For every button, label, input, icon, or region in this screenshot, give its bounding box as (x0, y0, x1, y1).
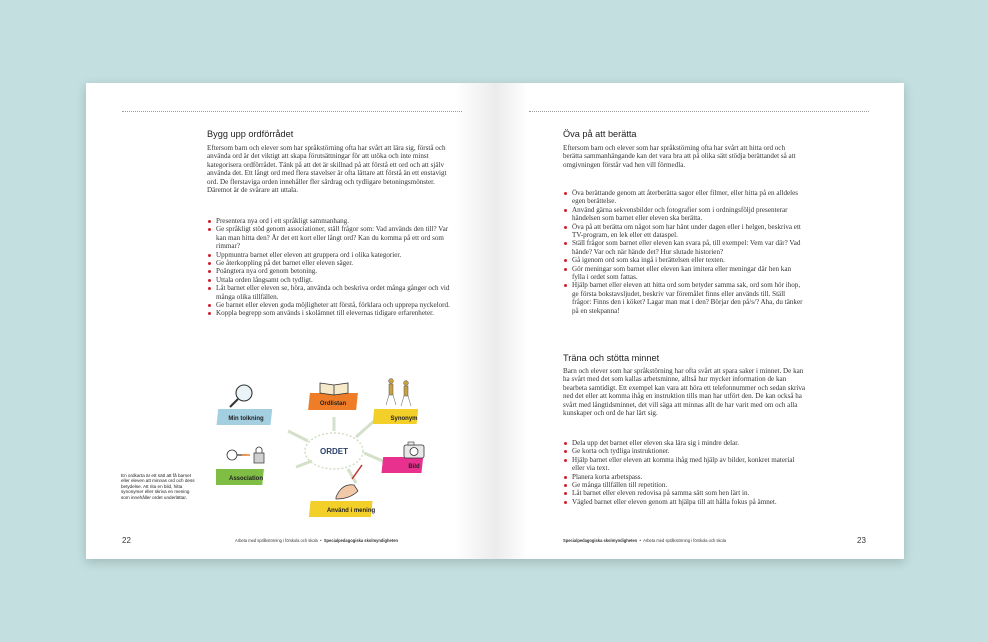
bullet-item: Ge återkoppling på det barnet eller eleven säger. (207, 259, 452, 267)
right-publisher: Specialpedagogiska skolmyndigheten (563, 538, 638, 543)
bullet-item: Låt barnet eller eleven redovisa på samma sätt som hen lärt in. (563, 489, 805, 497)
right-intro-1: Eftersom barn och elever som har språkstörning ofta har svårt att hitta ord och berätta sammanhängande kan det vara bra att på olika sätt stödja berättandet så att omgivningen förstår vad hen vill förmedla. (563, 144, 796, 169)
bullet-item: Planera korta arbetspass. (563, 473, 805, 481)
left-bullet-list (207, 217, 452, 318)
node-tolkning-label: Min tolkning (228, 416, 264, 422)
node-bild-label: Bild (408, 464, 420, 470)
bullet-item: Koppla begrepp som används i skolämnet till elevernas tidigare erfarenheter. (207, 309, 452, 317)
right-running-title: Arbeta med språkstörning i förskola och skola (643, 538, 726, 543)
bullet-item: Hjälp barnet eller eleven att hitta ord som betyder samma sak, ord som hör ihop, ge första bokstavsljudet, beskriv var föremålet finns eller används till. Ställ frågor: Finns den i köket? Lagar man mat i den? Börjar den på/s/? Aha, du tänker på en stekpanna! (563, 281, 805, 315)
bullet-item: Dela upp det barnet eller eleven ska lära sig i mindre delar. (563, 439, 805, 447)
left-publisher: Specialpedagogiska skolmyndigheten (323, 538, 398, 543)
left-running-head: Arbeta med språkstörning i förskola och skola • Specialpedagogiska skolmyndigheten (235, 538, 398, 543)
bullet-item: Gå igenom ord som ska ingå i berättelsen eller texten. (563, 256, 805, 264)
node-anvand-label: Använd i mening (326, 508, 376, 514)
bullet-item: Låt barnet eller eleven se, höra, använda och beskriva ordet många gånger och vid många olika tillfällen. (207, 284, 452, 301)
book-icon (320, 383, 348, 395)
bullet-item: Ge språkligt stöd genom associationer, ställ frågor som: Vad används den till? Var kan man hitta den? Är det ett kort eller långt ord? Kan du komma på ett ord som rimmar? (207, 225, 452, 250)
bullet-item: Uttala orden långsamt och tydligt. (207, 276, 452, 284)
left-intro: Eftersom barn och elever som har språkstörning ofta har svårt att lära sig, förstå och använda ord är det viktigt att skapa förutsättningar för att utöka och inte minst kategorisera ordförrådet. Tänk på att det är skillnad på att förstå ett ord och att själv använda det. Ett långt ord med flera stavelser är ofta lättare att förstå än ett enstavigt ord. De flerstaviga orden innehåller fler särdrag och tydligare betoningsmönster. Däremot är de svårare att uttala. (207, 144, 447, 195)
bullet-item: Vägled barnet eller eleven genom att hjälpa till att hålla fokus på ämnet. (563, 498, 805, 506)
bullet-item: Använd gärna sekvensbilder och fotografier som i ordningsföljd presenterar händelsen som barnet eller eleven ska berätta. (563, 206, 805, 223)
bullet-item: Poängtera nya ord genom betoning. (207, 267, 452, 275)
bullet-item: Ge korta och tydliga instruktioner. (563, 447, 805, 455)
right-heading-2: Träna och stötta minnet (563, 353, 660, 363)
book-spread (86, 83, 904, 559)
bullet-item: Presentera nya ord i ett språkligt sammanhang. (207, 217, 452, 225)
bullet-item: Uppmuntra barnet eller eleven att gruppera ord i olika kategorier. (207, 251, 452, 259)
bullet-item: Hjälp barnet eller eleven att komma ihåg med hjälp av bilder, konkret material eller via text. (563, 456, 805, 473)
bullet-item: Ge många tillfällen till repetition. (563, 481, 805, 489)
bullet-item: Ställ frågor som barnet eller eleven kan svara på, till exempel: Vem var där? Vad hände? Var och när hände det? Hur slutade historien? (563, 239, 805, 256)
camera-icon (404, 442, 424, 458)
word-map-diagram (216, 373, 451, 521)
right-bullet-list-1 (563, 189, 805, 315)
right-running-head: Specialpedagogiska skolmyndigheten • Arbeta med språkstörning i förskola och skola (563, 538, 726, 543)
key-lock-icon (227, 447, 264, 463)
magnifier-icon (230, 385, 252, 407)
bullet-item: Gör meningar som barnet eller eleven kan imitera eller meningar där hen kan fylla i ordet som fattas. (563, 265, 805, 282)
right-page (495, 83, 904, 559)
top-dotted-rule (122, 111, 462, 112)
top-dotted-rule-right (529, 111, 869, 112)
right-bullet-list-2 (563, 439, 805, 506)
node-synonym-label: Synonym (390, 416, 418, 422)
right-page-number: 23 (857, 536, 866, 545)
bullet-item: Öva på att berätta om något som har hänt under dagen eller i helgen, beskriva ett TV-program, en lek eller ett dataspel. (563, 223, 805, 240)
bullet-item: Öva berättande genom att återberätta sagor eller filmer, eller hitta på en alldeles egen berättelse. (563, 189, 805, 206)
left-heading: Bygg upp ordförrådet (207, 129, 294, 139)
word-map-center-label: ORDET (320, 447, 348, 456)
diagram-caption: En ordkarta är ett sätt att få barnet eller eleven att minnas ord och dess betydelse. Att rita en bild, hitta synonymer eller skriva en mening som innehåller ordet underlättar. (121, 473, 195, 500)
node-association-label: Association (228, 476, 264, 482)
bullet-item: Ge barnet eller eleven goda möjligheter att förstå, förklara och upprepa nyckelord. (207, 301, 452, 309)
right-intro-2: Barn och elever som har språkstörning har ofta svårt att spara saker i minnet. De kan ha svårt med det som kallas arbetsminne, alltså hur mycket information de kan bearbeta samtidigt. Ett exempel kan vara att höra ett telefonnummer och sedan skriva ned det eller att komma ihåg en instruktion tills man har utfört den. De kan också ha svårt med långtidsminnet, det vill säga att minnas allt de har varit med om och alla kunskaper och ord de har lärt sig. (563, 367, 806, 418)
right-heading-1: Öva på att berätta (563, 129, 637, 139)
left-running-title: Arbeta med språkstörning i förskola och skola (235, 538, 318, 543)
left-page (86, 83, 495, 559)
walking-people-icon (386, 379, 411, 406)
left-page-number: 22 (122, 536, 131, 545)
node-ordlistan-label: Ordlistan (319, 401, 347, 407)
